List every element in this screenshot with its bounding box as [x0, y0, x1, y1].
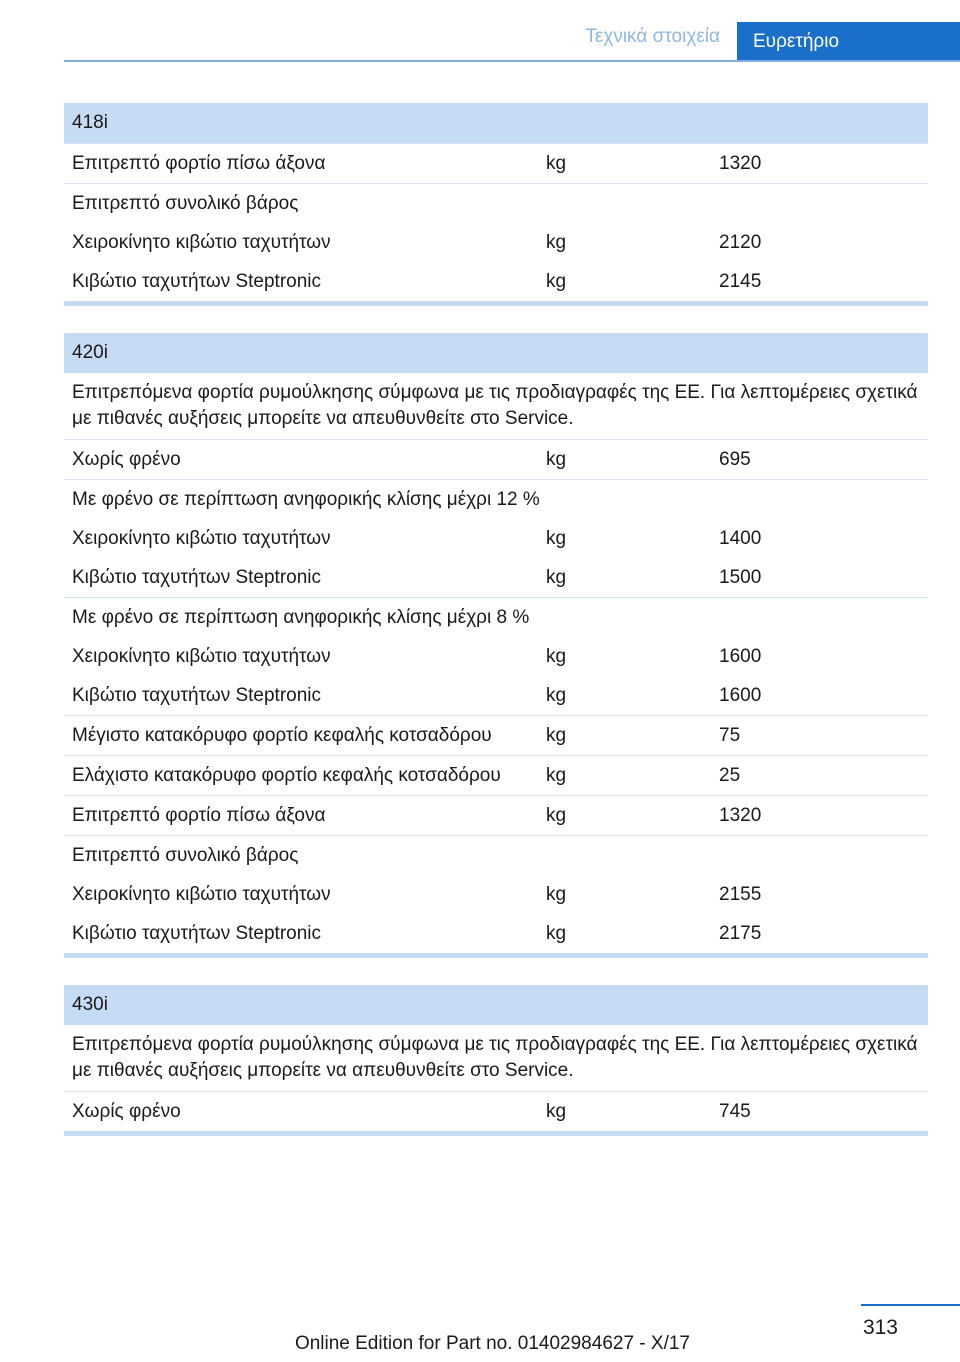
page-number: 313: [862, 1316, 898, 1339]
table-row: [64, 558, 928, 597]
tab-index[interactable]: [737, 22, 960, 62]
row-value: 2145: [719, 271, 762, 292]
row-unit: [546, 184, 719, 223]
row-label: Επιτρεπτό φορτίο πίσω άξονα: [72, 805, 326, 826]
row-unit: kg: [546, 765, 567, 786]
row-value: 75: [719, 725, 741, 746]
row-unit: kg: [546, 725, 567, 746]
table-row: [64, 223, 928, 262]
row-value: 1500: [719, 567, 762, 588]
row-value: 695: [719, 449, 751, 470]
tab-index-label: Ευρετήριο: [753, 31, 840, 52]
row-unit: kg: [546, 528, 567, 549]
table-note-row: [64, 1025, 928, 1091]
page-header: [0, 0, 960, 62]
table-row: [64, 835, 928, 875]
table-row: [64, 143, 928, 183]
row-label: Χωρίς φρένο: [72, 1101, 181, 1122]
table-bottom-rule: [64, 1131, 928, 1136]
table-row: [64, 715, 928, 755]
spec-table-430i: [64, 985, 928, 1136]
table-row: [64, 755, 928, 795]
row-unit: [546, 836, 719, 875]
table-note: Επιτρεπόμενα φορτία ρυμούλκησης σύμφωνα με τις προδιαγραφές της ΕΕ. Για λεπτομέρειες σχετικά με πιθανές αυξήσεις μπορείτε να απευθυνθείτε στο Service.: [72, 1034, 918, 1081]
table-row: [64, 183, 928, 223]
table-row: [64, 439, 928, 479]
row-value: 1600: [719, 685, 762, 706]
table-title: 420i: [64, 333, 928, 373]
row-label: Με φρένο σε περίπτωση ανηφορικής κλίσης μέχρι 8 %: [72, 607, 530, 628]
row-label: Χειροκίνητο κιβώτιο ταχυτήτων: [72, 884, 331, 905]
row-value: 25: [719, 765, 741, 786]
row-label: Χωρίς φρένο: [72, 449, 181, 470]
row-value: 745: [719, 1101, 751, 1122]
table-bottom-rule: [64, 953, 928, 958]
row-unit: kg: [546, 923, 567, 944]
row-label: Κιβώτιο ταχυτήτων Steptronic: [72, 271, 322, 292]
table-note: Επιτρεπόμενα φορτία ρυμούλκησης σύμφωνα με τις προδιαγραφές της ΕΕ. Για λεπτομέρειες σχετικά με πιθανές αυξήσεις μπορείτε να απευθυνθείτε στο Service.: [72, 382, 918, 429]
row-unit: kg: [546, 271, 567, 292]
row-value: [719, 836, 928, 875]
row-label: Κιβώτιο ταχυτήτων Steptronic: [72, 923, 322, 944]
table-row: [64, 676, 928, 715]
row-label: Με φρένο σε περίπτωση ανηφορικής κλίσης μέχρι 12 %: [72, 489, 540, 510]
row-label: Χειροκίνητο κιβώτιο ταχυτήτων: [72, 232, 331, 253]
row-value: 2120: [719, 232, 762, 253]
row-label: Κιβώτιο ταχυτήτων Steptronic: [72, 567, 322, 588]
row-label: Κιβώτιο ταχυτήτων Steptronic: [72, 685, 322, 706]
header-rule: [64, 60, 960, 62]
row-unit: [546, 480, 719, 519]
spec-tables: [64, 103, 928, 1163]
row-value: 2175: [719, 923, 762, 944]
row-unit: kg: [546, 805, 567, 826]
table-row: [64, 637, 928, 676]
row-unit: kg: [546, 153, 567, 174]
footer-rule: [861, 1304, 960, 1306]
row-unit: kg: [546, 1101, 567, 1122]
table-note-row: [64, 373, 928, 439]
table-title: 430i: [64, 985, 928, 1025]
section-link-technical-data[interactable]: Τεχνικά στοιχεία: [585, 26, 720, 47]
row-label: Μέγιστο κατακόρυφο φορτίο κεφαλής κοτσαδόρου: [72, 725, 492, 746]
table-row: [64, 479, 928, 519]
edition-note: Online Edition for Part no. 01402984627 - X/17: [294, 1333, 690, 1354]
table-row: [64, 1091, 928, 1131]
row-value: 1600: [719, 646, 762, 667]
row-label: Χειροκίνητο κιβώτιο ταχυτήτων: [72, 528, 331, 549]
table-row: [64, 914, 928, 953]
row-value: 1400: [719, 528, 762, 549]
table-bottom-rule: [64, 301, 928, 306]
row-value: [719, 480, 928, 519]
row-label: Ελάχιστο κατακόρυφο φορτίο κεφαλής κοτσαδόρου: [72, 765, 501, 786]
row-value: [719, 184, 928, 223]
table-row: [64, 875, 928, 914]
row-value: 1320: [719, 805, 762, 826]
table-row: [64, 519, 928, 558]
spec-table-418i: [64, 103, 928, 306]
row-unit: kg: [546, 232, 567, 253]
row-unit: kg: [546, 884, 567, 905]
row-label: Χειροκίνητο κιβώτιο ταχυτήτων: [72, 646, 331, 667]
table-row: [64, 795, 928, 835]
spec-table-420i: [64, 333, 928, 958]
row-unit: kg: [546, 646, 567, 667]
row-unit: kg: [546, 685, 567, 706]
row-unit: kg: [546, 449, 567, 470]
row-unit: [546, 598, 719, 637]
row-value: [719, 598, 928, 637]
row-label: Επιτρεπτό συνολικό βάρος: [72, 193, 299, 214]
table-row: [64, 597, 928, 637]
table-row: [64, 262, 928, 301]
row-unit: kg: [546, 567, 567, 588]
row-label: Επιτρεπτό συνολικό βάρος: [72, 845, 299, 866]
row-label: Επιτρεπτό φορτίο πίσω άξονα: [72, 153, 326, 174]
row-value: 2155: [719, 884, 762, 905]
row-value: 1320: [719, 153, 762, 174]
table-title: 418i: [64, 103, 928, 143]
